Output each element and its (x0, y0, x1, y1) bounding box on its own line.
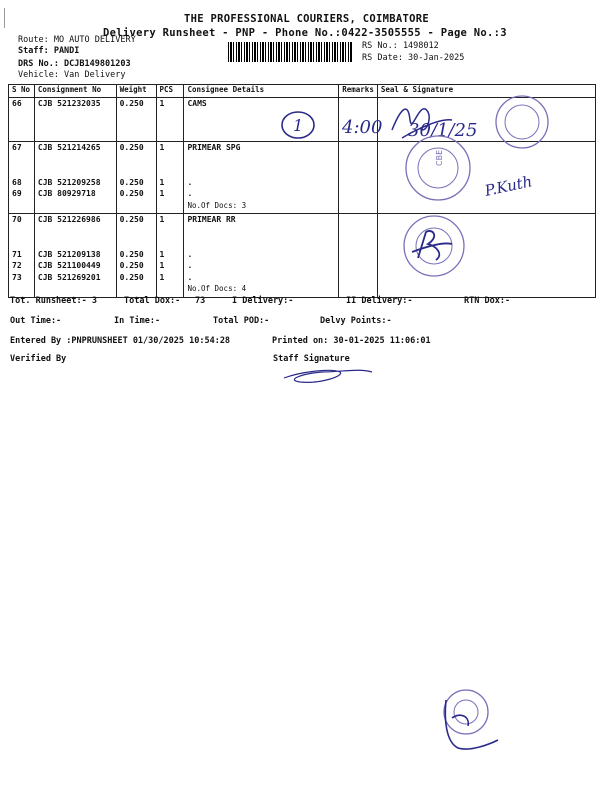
row-sno: 70 (12, 215, 22, 224)
col-consignee: Consignee Details (184, 85, 339, 98)
row-consignment: CJB 521232035 (37, 99, 101, 108)
staff-signature-scribble (284, 370, 372, 382)
rs-number: RS No.: 1498012 (362, 41, 439, 51)
docs-count: No.Of Docs: 4 (187, 284, 247, 293)
i-delivery: I Delivery:- (232, 296, 294, 306)
row-sno: 68 (12, 177, 22, 187)
row-consignment: CJB 80929718 (37, 189, 96, 198)
row-sno: 66 (12, 99, 22, 108)
col-weight: Weight (116, 85, 156, 98)
delvy-points: Delvy Points:- (320, 316, 392, 326)
row-consignment: CJB 521269201 (37, 272, 101, 282)
row-consignee: . (187, 249, 193, 259)
row-weight: 0.250 (119, 261, 144, 270)
col-pcs: PCS (156, 85, 184, 98)
row-pcs: 1 (159, 189, 165, 198)
col-remarks: Remarks (339, 85, 378, 98)
row-pcs: 1 (159, 143, 165, 152)
row-weight: 0.250 (119, 272, 144, 282)
tot-runsheet: Tot. Runsheet:- 3 (10, 296, 97, 306)
row-consignment: CJB 521209258 (37, 177, 101, 187)
row-consignee: . (187, 177, 193, 187)
circled-number-text: 1 (293, 116, 304, 135)
col-seal-signature: Seal & Signature (377, 85, 595, 98)
ii-delivery: II Delivery:- (346, 296, 413, 306)
col-consignment: Consignment No (34, 85, 116, 98)
stamp-text: CBE (435, 149, 444, 166)
signature-scribble (445, 700, 498, 749)
row-pcs: 1 (159, 177, 165, 187)
row-sno: 71 (12, 249, 22, 259)
row-consignee: . (187, 189, 193, 198)
staff-signature-label: Staff Signature (273, 354, 350, 364)
row-consignee: CAMS (187, 99, 207, 108)
seal-stamp-inner (505, 105, 539, 139)
row-sno: 73 (12, 272, 22, 282)
col-sno: S No (9, 85, 35, 98)
seal-stamp (444, 690, 488, 734)
row-sno: 69 (12, 189, 22, 198)
row-consignment: CJB 521214265 (37, 143, 101, 152)
staff-label: Staff: PANDI (18, 46, 80, 56)
rs-date: RS Date: 30-Jan-2025 (362, 53, 465, 63)
row-sno: 72 (12, 261, 22, 270)
row-sno: 67 (12, 143, 22, 152)
seal-stamp (496, 96, 548, 148)
row-weight: 0.250 (119, 177, 144, 187)
rtn-dox: RTN Dox:- (464, 296, 511, 306)
date-note: 30/1/25 (408, 120, 478, 141)
row-pcs: 1 (159, 249, 165, 259)
row-consignee: . (187, 272, 193, 282)
row-pcs: 1 (159, 215, 165, 224)
in-time: In Time:- (114, 316, 161, 326)
vehicle-label: Vehicle: Van Delivery (18, 70, 126, 80)
total-pod: Total POD:- (213, 316, 270, 326)
docs-count: No.Of Docs: 3 (187, 200, 247, 210)
row-weight: 0.250 (119, 99, 144, 108)
row-consignee: PRIMEAR SPG (187, 143, 241, 152)
row-weight: 0.250 (119, 143, 144, 152)
total-dox-label: Total Dox:- (124, 296, 181, 306)
row-pcs: 1 (159, 99, 165, 108)
runsheet-subtitle: Delivery Runsheet - PNP - Phone No.:0422-3505555 - Page No.:3 (103, 27, 507, 39)
printed-on: Printed on: 30-01-2025 11:06:01 (272, 336, 431, 346)
row-pcs: 1 (159, 261, 165, 270)
row-consignment: CJB 521100449 (37, 261, 101, 270)
entered-by: Entered By :PNPRUNSHEET 01/30/2025 10:54:28 (10, 336, 231, 346)
verified-by: Verified By (10, 354, 67, 364)
row-weight: 0.250 (119, 215, 144, 224)
seal-stamp-inner (454, 700, 478, 724)
time-note: 4:00 (342, 117, 383, 138)
row-consignee: . (187, 261, 193, 270)
row-consignment: CJB 521226986 (37, 215, 101, 224)
row-weight: 0.250 (119, 249, 144, 259)
row-weight: 0.250 (119, 189, 144, 198)
drs-number: DRS No.: DCJB149801203 (18, 59, 131, 69)
row-consignment: CJB 521209138 (37, 249, 101, 259)
row-consignee: PRIMEAR RR (187, 215, 236, 224)
seal-stamp (406, 136, 470, 200)
signature-scribble (412, 231, 452, 260)
route-label: Route: MO AUTO DELIVERY (18, 35, 136, 45)
out-time: Out Time:- (10, 316, 62, 326)
row-pcs: 1 (159, 272, 165, 282)
name-note: P.Kuth (483, 172, 534, 200)
company-title: THE PROFESSIONAL COURIERS, COIMBATORE (184, 13, 429, 25)
total-dox-value: 73 (195, 296, 206, 306)
